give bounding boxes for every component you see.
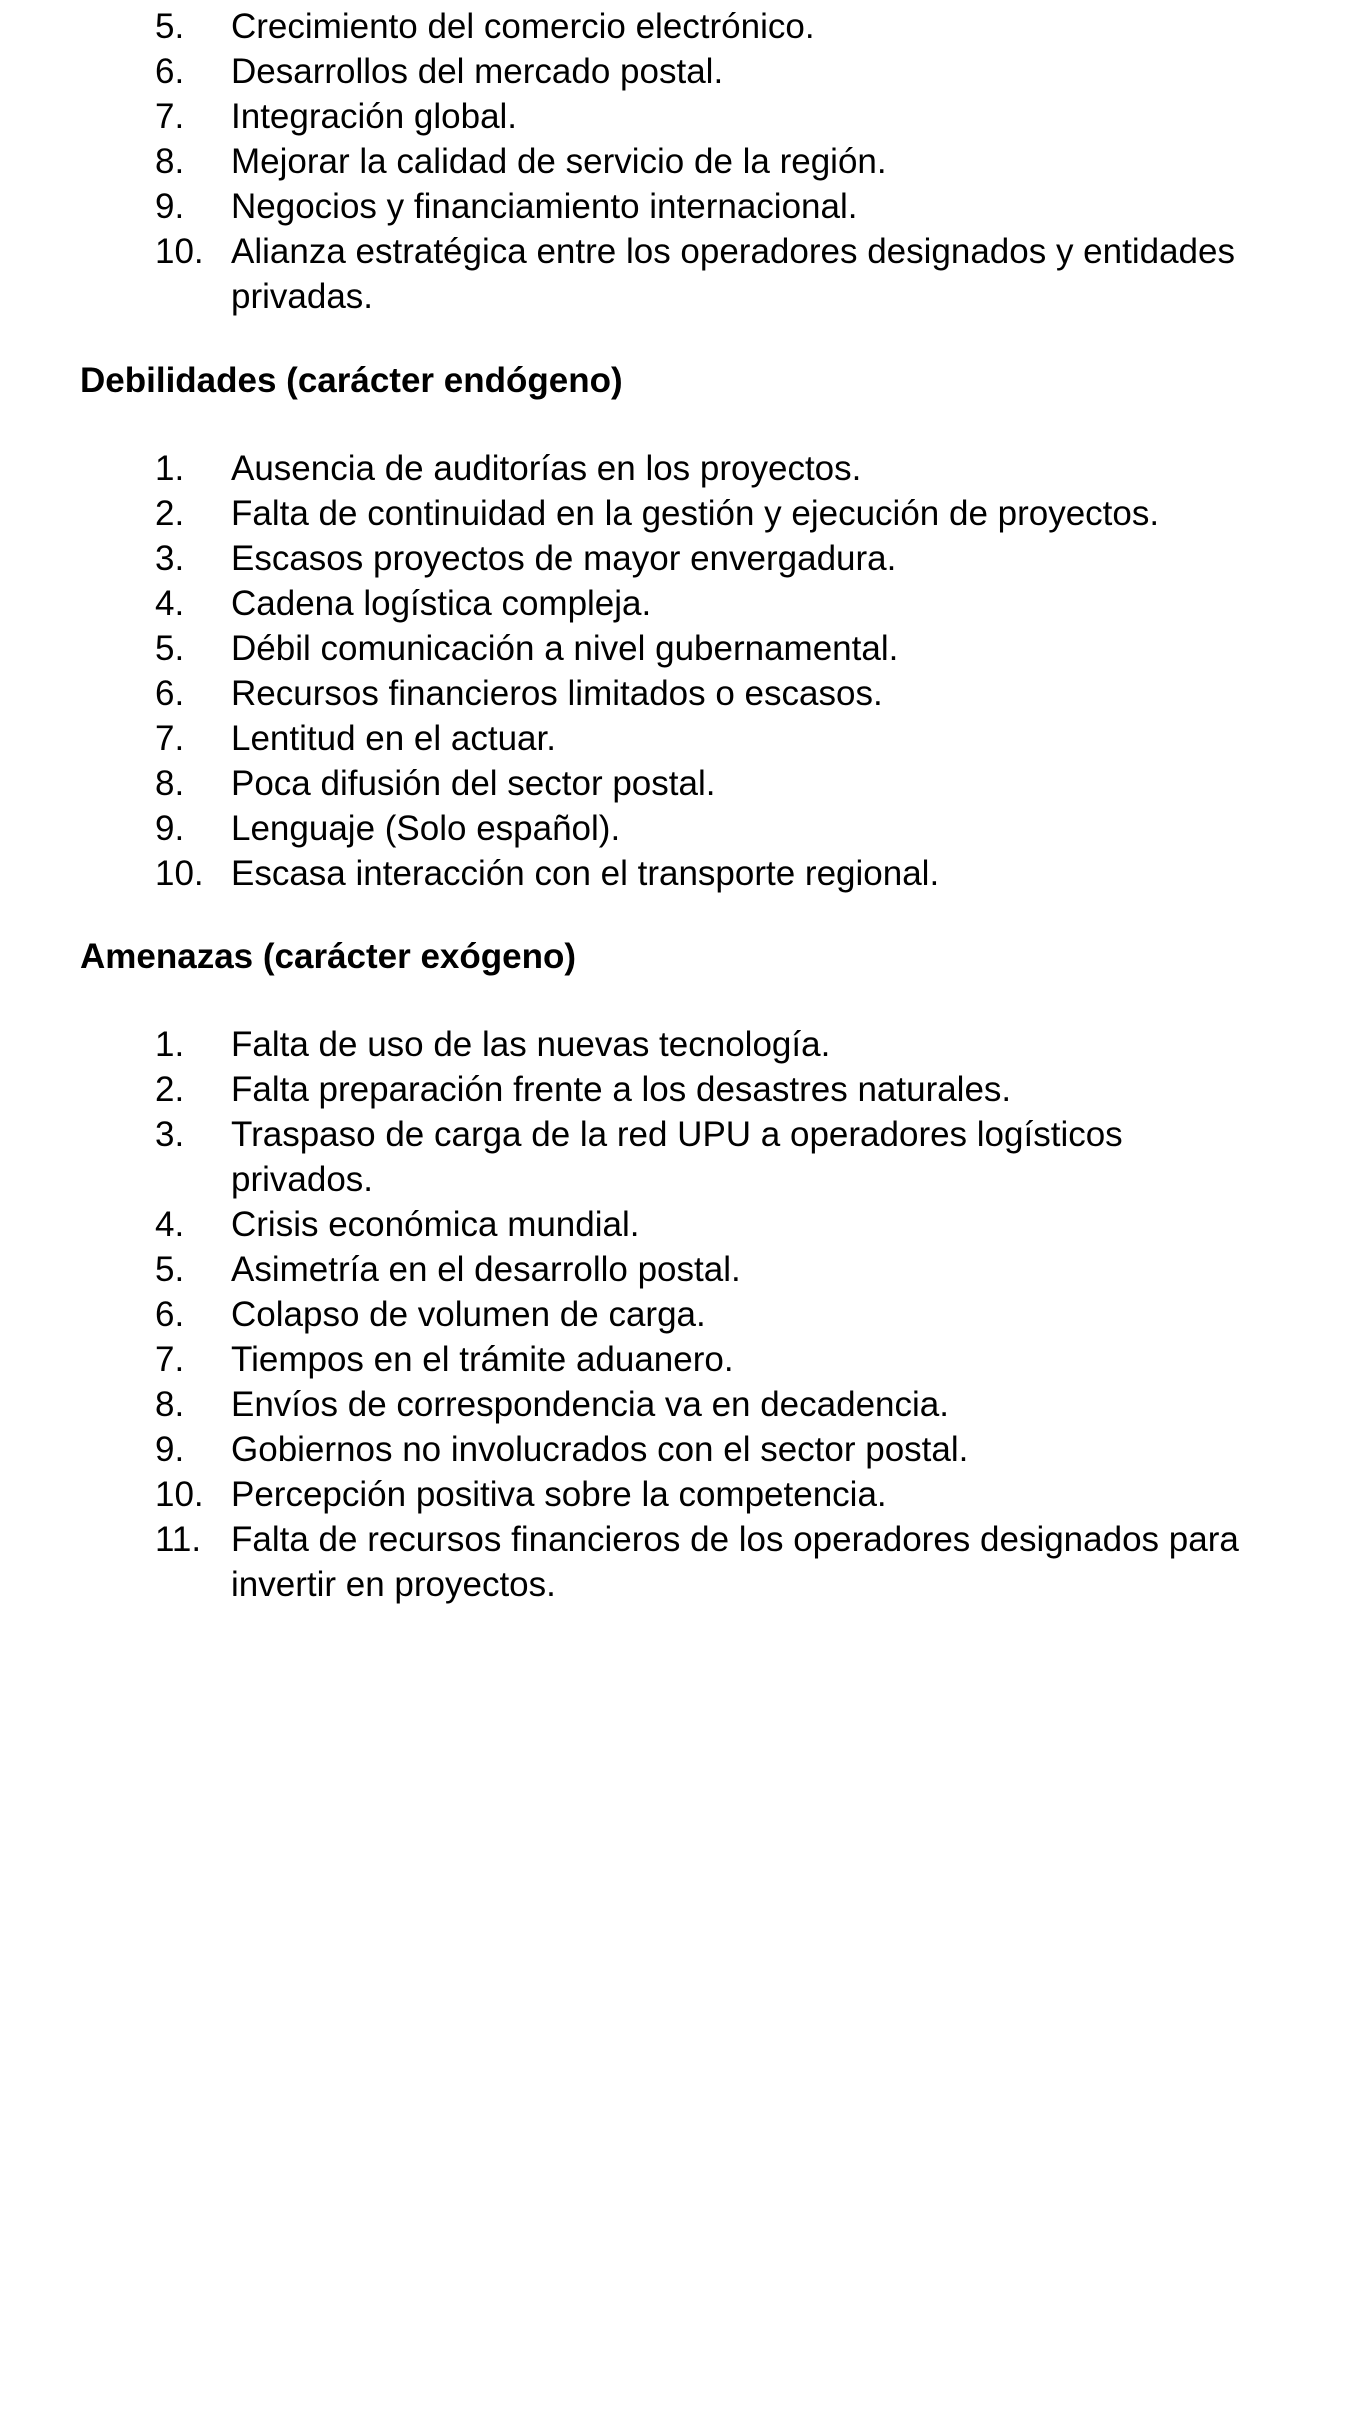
item-number: 6. (155, 52, 185, 91)
item-number: 5. (155, 7, 185, 46)
item-text: Envíos de correspondencia va en decadencia. (231, 1385, 949, 1424)
item-number: 4. (155, 584, 185, 623)
item-text: Escasa interacción con el transporte regional. (231, 854, 940, 893)
item-number: 8. (155, 142, 185, 181)
item-text: Tiempos en el trámite aduanero. (231, 1340, 734, 1379)
item-number: 1. (155, 449, 185, 488)
list-item (0, 1337, 1349, 1382)
item-text: Lentitud en el actuar. (231, 719, 556, 758)
item-text: Falta de uso de las nuevas tecnología. (231, 1025, 831, 1064)
list-item (0, 1472, 1349, 1517)
item-text: Mejorar la calidad de servicio de la región. (231, 142, 887, 181)
weaknesses-list (0, 446, 1349, 896)
list-item (0, 1202, 1349, 1247)
item-text: Negocios y financiamiento internacional. (231, 187, 858, 226)
item-text: Gobiernos no involucrados con el sector postal. (231, 1430, 969, 1469)
item-text: Débil comunicación a nivel gubernamental. (231, 629, 899, 668)
item-text: Cadena logística compleja. (231, 584, 652, 623)
item-number: 10. (155, 1475, 204, 1514)
item-text: Falta preparación frente a los desastres naturales. (231, 1070, 1012, 1109)
list-item (0, 536, 1349, 581)
item-number: 9. (155, 809, 185, 848)
item-text: Lenguaje (Solo español). (231, 809, 621, 848)
item-number: 1. (155, 1025, 185, 1064)
item-number: 8. (155, 1385, 185, 1424)
item-number: 9. (155, 1430, 185, 1469)
item-number: 8. (155, 764, 185, 803)
item-number: 5. (155, 629, 185, 668)
list-item (0, 806, 1349, 851)
list-item (0, 1517, 1349, 1607)
item-text: Crecimiento del comercio electrónico. (231, 7, 815, 46)
list-item (0, 491, 1349, 536)
list-item (0, 139, 1349, 184)
item-number: 5. (155, 1250, 185, 1289)
list-item (0, 716, 1349, 761)
list-item (0, 184, 1349, 229)
opportunities-list (0, 4, 1349, 319)
list-item (0, 94, 1349, 139)
item-number: 4. (155, 1205, 185, 1244)
list-item (0, 761, 1349, 806)
item-text: Crisis económica mundial. (231, 1205, 640, 1244)
list-item (0, 581, 1349, 626)
item-text: Alianza estratégica entre los operadores designados y entidades privadas. (231, 232, 1235, 316)
item-text: Traspaso de carga de la red UPU a operadores logísticos privados. (231, 1115, 1123, 1199)
threats-list (0, 1022, 1349, 1607)
item-number: 7. (155, 719, 185, 758)
item-text: Falta de recursos financieros de los operadores designados para invertir en proyectos. (231, 1520, 1239, 1604)
item-number: 9. (155, 187, 185, 226)
item-text: Integración global. (231, 97, 518, 136)
list-item (0, 1112, 1349, 1202)
item-text: Recursos financieros limitados o escasos. (231, 674, 883, 713)
item-text: Colapso de volumen de carga. (231, 1295, 706, 1334)
weaknesses-heading: Debilidades (carácter endógeno) (80, 361, 623, 400)
item-number: 6. (155, 674, 185, 713)
item-text: Desarrollos del mercado postal. (231, 52, 724, 91)
item-text: Falta de continuidad en la gestión y ejecución de proyectos. (231, 494, 1160, 533)
list-item (0, 49, 1349, 94)
item-text: Percepción positiva sobre la competencia. (231, 1475, 887, 1514)
list-item (0, 4, 1349, 49)
list-item (0, 1247, 1349, 1292)
item-number: 3. (155, 539, 185, 578)
list-item (0, 1292, 1349, 1337)
list-item (0, 1067, 1349, 1112)
list-item (0, 229, 1349, 319)
list-item (0, 1427, 1349, 1472)
item-text: Ausencia de auditorías en los proyectos. (231, 449, 862, 488)
item-number: 3. (155, 1115, 185, 1154)
item-number: 7. (155, 97, 185, 136)
item-number: 2. (155, 494, 185, 533)
list-item (0, 1022, 1349, 1067)
item-text: Escasos proyectos de mayor envergadura. (231, 539, 897, 578)
item-number: 6. (155, 1295, 185, 1334)
list-item (0, 446, 1349, 491)
item-number: 11. (155, 1520, 202, 1559)
item-text: Poca difusión del sector postal. (231, 764, 716, 803)
list-item (0, 626, 1349, 671)
threats-heading: Amenazas (carácter exógeno) (80, 937, 577, 976)
item-number: 10. (155, 854, 204, 893)
item-number: 2. (155, 1070, 185, 1109)
item-number: 10. (155, 232, 204, 271)
item-number: 7. (155, 1340, 185, 1379)
list-item (0, 1382, 1349, 1427)
item-text: Asimetría en el desarrollo postal. (231, 1250, 741, 1289)
list-item (0, 851, 1349, 896)
list-item (0, 671, 1349, 716)
